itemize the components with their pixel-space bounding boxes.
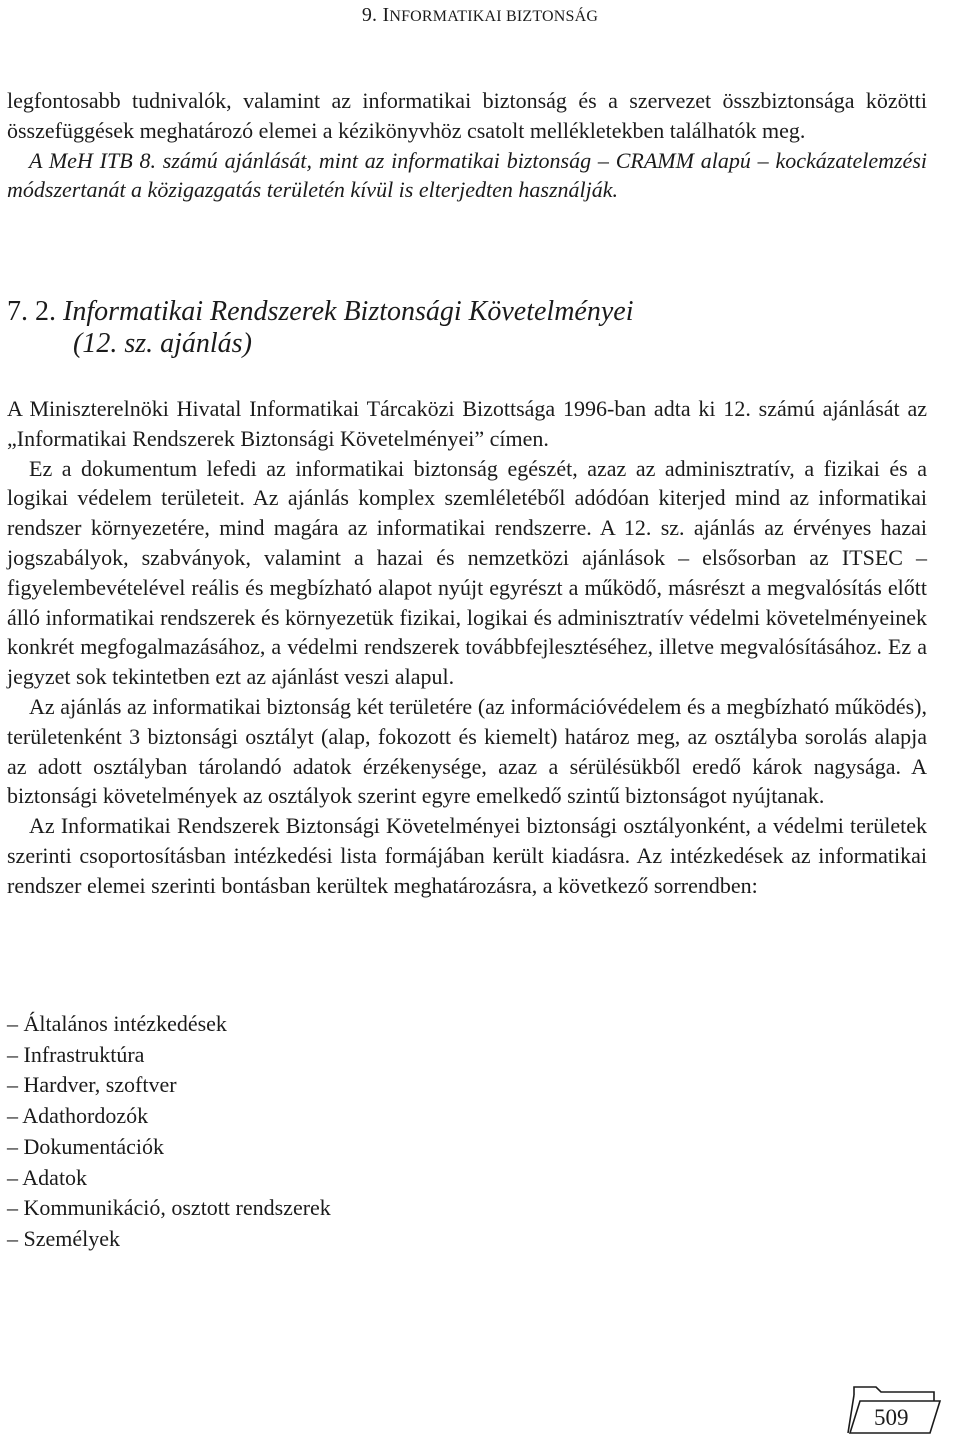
- intro-text-2: A MeH ITB 8. számú ajánlását, mint az informatikai biztonság – CRAMM alapú – kockázatelemzési módszertanát a közigazgatás területén kívül is elterjedten használják.: [7, 147, 927, 203]
- body-paragraph-3: Az ajánlás az informatikai biztonság két területére (az információvédelem és a megbízható működés), területenként 3 biztonsági osztályt (alap, fokozott és kiemelt) határoz meg, az osztályba sorolás alapja az adott osztályban tárolandó adatok érzékenysége, azaz a sérülésükből eredő károk nagysága. A biztonsági követelmények az osztályok szerint egyre emelkedő szintű biztonságot nyújtanak.: [7, 693, 927, 809]
- list-item: – Hardver, szoftver: [7, 1070, 331, 1101]
- body-paragraph-4: Az Informatikai Rendszerek Biztonsági Követelményei biztonsági osztályonként, a védelmi területek szerinti csoportosításban intézkedési lista formájában került kiadásra. Az intézkedések az informatikai rendszer elemei szerinti bontásban kerültek meghatározásra, a következő sorrendben:: [7, 813, 927, 898]
- running-head: [0, 2, 960, 30]
- chapter-number: 9.: [361, 4, 378, 26]
- section-number: 7. 2.: [7, 296, 56, 327]
- section-title-line1: Informatikai Rendszerek Biztonsági Követelményei: [63, 296, 634, 327]
- list-item: – Általános intézkedések: [7, 1009, 331, 1040]
- list-item: – Dokumentációk: [7, 1132, 331, 1163]
- list-item: – Személyek: [7, 1224, 331, 1255]
- intro-paragraph: [7, 86, 927, 205]
- body-text: [7, 394, 927, 901]
- section-heading: [7, 296, 927, 360]
- page-number-badge: [846, 1381, 942, 1437]
- measures-list: [7, 1009, 331, 1255]
- page-number: 509: [874, 1405, 909, 1430]
- list-item: – Adathordozók: [7, 1101, 331, 1132]
- intro-text-1: legfontosabb tudnivalók, valamint az informatikai biztonság és a szervezet összbiztonsága közötti összefüggések meghatározó elemei a kézikönyvhöz csatolt mellékletekben találhatók meg.: [7, 88, 927, 143]
- list-item: – Infrastruktúra: [7, 1040, 331, 1071]
- chapter-title-initial: I: [382, 4, 390, 26]
- list-item: – Kommunikáció, osztott rendszerek: [7, 1193, 331, 1224]
- chapter-title: NFORMATIKAI BIZTONSÁG: [389, 8, 599, 25]
- body-paragraph-1: A Miniszterelnöki Hivatal Informatikai Tárcaközi Bizottsága 1996-ban adta ki 12. számú ajánlását az „Informatikai Rendszerek Biztonsági Követelményei” címen.: [7, 396, 927, 451]
- list-item: – Adatok: [7, 1163, 331, 1194]
- section-title-line2: (12. sz. ajánlás): [73, 328, 252, 359]
- body-paragraph-2: Ez a dokumentum lefedi az informatikai biztonság egészét, azaz az adminisztratív, a fizikai és a logikai védelem területeit. Az ajánlás komplex szemléletéből adódóan kiterjed mind az informatikai rendszer környezetére, mind magára az informatikai rendszerre. A 12. sz. ajánlás az érvényes hazai jogszabályok, szabványok, valamint a hazai és nemzetközi ajánlások – elsősorban az ITSEC – figyelembevételével reális és megbízható alapot nyújt egyrészt a működő, másrészt a megvalósítás előtt álló informatikai rendszerek és környezetük fizikai, logikai és adminisztratív védelmi követelményeinek konkrét megfogalmazásához, a védelmi rendszerek továbbfejlesztéséhez, illetve megvalósításához. Ez a jegyzet sok tekintetben ezt az ajánlást veszi alapul.: [7, 455, 927, 690]
